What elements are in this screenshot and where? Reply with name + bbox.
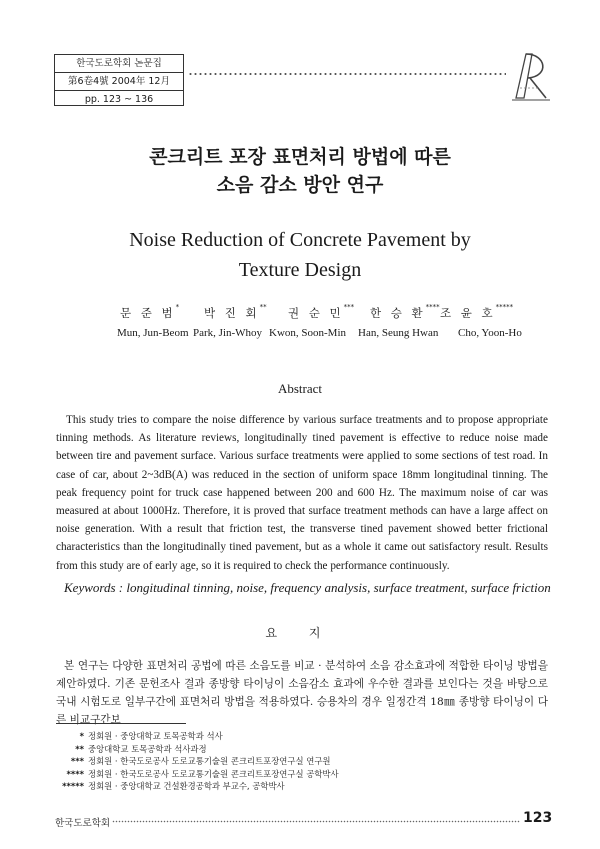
author-1-english: Mun, Jun-Beom — [117, 327, 189, 339]
footnote-item: *** 정회원 · 한국도로공사 도로교통기술원 콘크리트포장연구실 연구원 — [70, 756, 331, 767]
author-5-korean: 조 윤 호***** — [440, 303, 514, 320]
journal-pages: pp. 123 ~ 136 — [84, 94, 154, 105]
abstract-heading: Abstract — [277, 381, 323, 396]
footnote-item: ** 중앙대학교 토목공학과 석사과정 — [75, 743, 207, 754]
title-korean-line-1: 콘크리트 포장 표면처리 방법에 따른 — [149, 146, 451, 168]
author-3-english: Kwon, Soon-Min — [269, 327, 347, 339]
footnote-item: ***** 정회원 · 중앙대학교 건설환경공학과 부교수, 공학박사 — [62, 781, 285, 792]
keywords: Keywords : longitudinal tinning, noise, frequency analysis, surface treatment, surface friction — [64, 580, 551, 595]
footnotes — [60, 730, 500, 793]
author-4-english: Han, Seung Hwan — [358, 327, 439, 339]
footnote-item: **** 정회원 · 한국도로공사 도로교통기술원 콘크리트포장연구실 공학박사 — [66, 768, 339, 779]
author-2-korean: 박 진 회** — [204, 303, 267, 320]
author-4-korean: 한 승 환**** — [370, 303, 440, 320]
title-english — [0, 225, 600, 285]
footnote-item: * 정회원 · 중앙대학교 토목공학과 석사 — [79, 731, 223, 741]
journal-logo-icon — [508, 48, 554, 104]
title-korean-line-2: 소음 감소 방안 연구 — [216, 174, 384, 196]
author-2-english: Park, Jin-Whoy — [193, 327, 263, 339]
author-5-english: Cho, Yoon-Ho — [458, 327, 522, 339]
author-1-korean: 문 준 범* — [120, 303, 180, 320]
page-number: 123 — [523, 810, 553, 826]
footnote-divider — [56, 723, 186, 724]
footer-dotted-rule — [112, 820, 520, 823]
korean-summary-body: 본 연구는 다양한 표면처리 공법에 따른 소음도를 비교 · 분석하여 소음 감소효과에 적합한 타이닝 방법을 제안하였다. 기존 문헌조사 결과 종방향 타이닝이 소음감소 효과에 우수한 결과를 보인다는 것을 바탕으로 국내 시험도로 일부구간에 표면처리 방법을 적용하였다. 승용차의 경우 일정간격 18㎜ 종방향 타이닝이 다른 비교구간보 — [56, 660, 548, 726]
author-3-korean: 권 순 민*** — [288, 303, 355, 320]
journal-name: 한국도로학회 논문집 — [55, 55, 183, 73]
footer-society-name: 한국도로학회 — [55, 818, 111, 829]
header-dotted-rule — [188, 72, 506, 76]
abstract-body: This study tries to compare the noise difference by various surface treatments and to propose appropriate tinning methods. As literature reviews, longitudinally tined pavement is effective to reduce noise made between tire and pavement surface. Various surface treatments were applied to some sections of test road. In case of car, about 2~3dB(A) was reduced in the section of uniform space 18mm longitudinal tinning. The peak frequency point for truck case happened between 200 and 600 Hz. The maximum noise of car was measured at about 1000Hz. Therefore, it is proved that surface treatment methods can have a large affect on noise generation. With a result that friction test, the transverse tined pavement showed better frictional characteristics than the longitudinally tined pavement, but as a whole it came out satisfactory result. Results from this study are of early age, so it is required to check the performance continuously. — [56, 414, 548, 572]
journal-info-box — [54, 54, 184, 106]
korean-summary-heading: 요 지 — [265, 626, 335, 640]
title-english-line-2: Texture Design — [238, 259, 362, 281]
journal-volume-issue: 第6卷4號 2004年 12月 — [55, 73, 183, 91]
title-english-line-1: Noise Reduction of Concrete Pavement by — [129, 229, 471, 251]
